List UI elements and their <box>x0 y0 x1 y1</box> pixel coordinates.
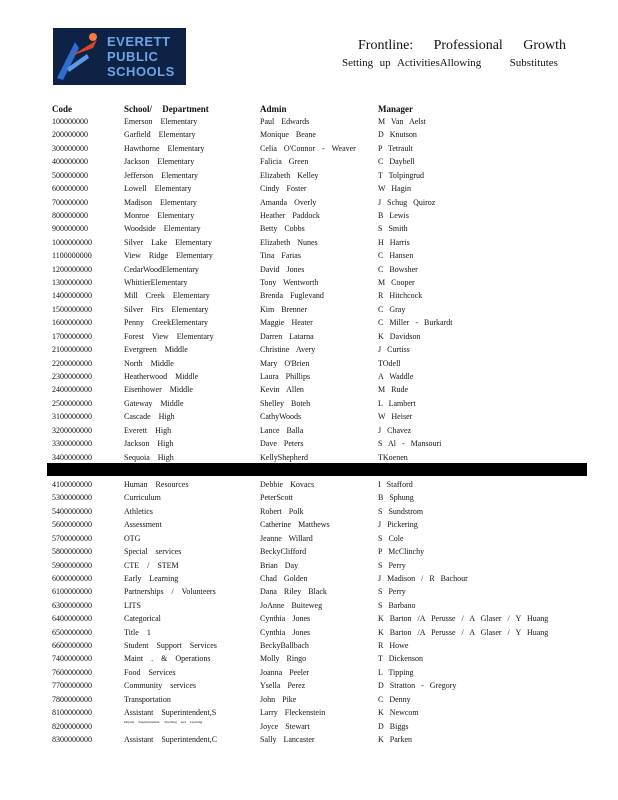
admin-cell: Mary O'Brien <box>260 358 310 368</box>
school-cell: CedarWoodElementary <box>124 264 199 274</box>
manager-cell: B Sphung <box>378 493 414 503</box>
manager-cell: K Barton /A Perusse / A Glaser / Y Huang <box>378 627 549 637</box>
table-row <box>0 370 618 383</box>
admin-cell: Sally Lancaster <box>260 734 315 744</box>
code-cell: 2200000000 <box>52 358 92 368</box>
school-cell: Transportation <box>124 694 171 704</box>
table-row <box>0 410 618 423</box>
admin-cell: PeterScott <box>260 493 293 503</box>
code-cell: 1600000000 <box>52 318 92 328</box>
school-cell: Garfield Elementary <box>124 130 196 140</box>
manager-cell: TOdell <box>378 358 401 368</box>
title-word: Professional <box>433 38 503 53</box>
table-row <box>0 196 618 209</box>
school-cell: Forest View Elementary <box>124 331 214 341</box>
admin-cell: Dana Riley Black <box>260 587 327 597</box>
table-row <box>0 128 618 141</box>
school-cell: Heatherwood Middle <box>124 371 199 381</box>
manager-cell: L Lambert <box>378 398 416 408</box>
manager-cell: R Hitchcock <box>378 291 423 301</box>
manager-cell: L Tipping <box>378 667 414 677</box>
table-row <box>0 424 618 437</box>
school-cell: Silver Firs Elementary <box>124 304 209 314</box>
school-cell: Silver Lake Elementary <box>124 237 212 247</box>
manager-cell: C Gray <box>378 304 406 314</box>
code-cell: 1700000000 <box>52 331 92 341</box>
table-row <box>0 330 618 343</box>
school-cell: North Middle <box>124 358 174 368</box>
table-row <box>0 572 618 585</box>
table-row <box>0 236 618 249</box>
admin-cell: Ysella Perez <box>260 681 306 691</box>
school-cell: Hawthorne Elementary <box>124 143 205 153</box>
admin-cell: Kevin Allen <box>260 385 304 395</box>
table-row <box>0 639 618 652</box>
code-cell: 3300000000 <box>52 439 92 449</box>
table-row <box>0 599 618 612</box>
admin-cell: Cindy Foster <box>260 184 307 194</box>
manager-cell: C Bowsher <box>378 264 418 274</box>
school-cell: Sequoia High <box>124 452 174 462</box>
admin-cell: Jeanne Willard <box>260 533 313 543</box>
admin-cell: Joyce Stewart <box>260 721 310 731</box>
table-row <box>0 316 618 329</box>
page-subtitle <box>342 57 558 69</box>
manager-cell: J Madison / R Bachour <box>378 573 468 583</box>
title-word: Frontline: <box>358 38 414 53</box>
table-row <box>0 585 618 598</box>
table-row <box>0 169 618 182</box>
admin-cell: Robert Polk <box>260 506 304 516</box>
school-cell: Partnerships / Volunteers <box>124 587 216 597</box>
manager-cell: S Al - Mansouri <box>378 439 442 449</box>
table-row <box>0 303 618 316</box>
school-cell: Everett High <box>124 425 172 435</box>
admin-cell: Chad Golden <box>260 573 308 583</box>
manager-cell: S Smith <box>378 224 408 234</box>
code-cell: 700000000 <box>52 197 88 207</box>
subtitle-word: Substitutes <box>509 57 558 69</box>
title-word: Growth <box>523 38 566 53</box>
school-cell: Maint . & Operations <box>124 654 211 664</box>
code-cell: 5400000000 <box>52 506 92 516</box>
school-cell: Assistant Superintendent,C <box>124 734 218 744</box>
code-cell: 200000000 <box>52 130 88 140</box>
admin-cell: Amanda Overly <box>260 197 317 207</box>
manager-cell: W Heiser <box>378 412 413 422</box>
school-cell: Special services <box>124 547 182 557</box>
code-cell: 5300000000 <box>52 493 92 503</box>
code-cell: 7600000000 <box>52 667 92 677</box>
table-row <box>0 451 618 464</box>
manager-cell: T Dickenson <box>378 654 423 664</box>
code-cell: 2100000000 <box>52 345 92 355</box>
school-cell: Madison Elementary <box>124 197 197 207</box>
admin-cell: Cynthia Jones <box>260 627 311 637</box>
table-row <box>0 706 618 719</box>
admin-cell: Laura Phillips <box>260 371 311 381</box>
code-cell: 8300000000 <box>52 734 92 744</box>
table-row <box>0 155 618 168</box>
school-cell: Early Learning <box>124 573 179 583</box>
header-school: School/ Department <box>124 104 209 114</box>
logo-text-line3: SCHOOLS <box>107 64 175 79</box>
admin-cell: Betty Cobbs <box>260 224 305 234</box>
manager-cell: D Stratton - Gregory <box>378 681 457 691</box>
manager-cell: K Parken <box>378 734 412 744</box>
manager-cell: A Waddle <box>378 371 414 381</box>
runner-emblem-icon <box>53 28 109 85</box>
admin-cell: Brian Day <box>260 560 299 570</box>
school-cell: Assistant Superintendent,S <box>124 708 217 718</box>
school-cell: Mill Creek Elementary <box>124 291 210 301</box>
header-manager: Manager <box>378 104 413 114</box>
code-cell: 6000000000 <box>52 573 92 583</box>
admin-cell: Paul Edwards <box>260 117 310 126</box>
school-cell: WhittierElementary <box>124 278 188 288</box>
manager-cell: C Miller - Burkardt <box>378 318 453 328</box>
table-row <box>0 397 618 410</box>
table-row <box>0 263 618 276</box>
code-cell: 2400000000 <box>52 385 92 395</box>
admin-cell: Tina Farias <box>260 251 301 261</box>
table-row <box>0 666 618 679</box>
code-cell: 3100000000 <box>52 412 92 422</box>
manager-cell: W Hagin <box>378 184 411 194</box>
manager-cell: M Rude <box>378 385 408 395</box>
manager-cell: I Stafford <box>378 480 413 489</box>
code-cell: 900000000 <box>52 224 88 234</box>
school-cell: Jackson High <box>124 439 174 449</box>
admin-cell: Shelley Boteh <box>260 398 311 408</box>
admin-cell: David Jones <box>260 264 305 274</box>
table-row <box>0 357 618 370</box>
school-cell: Jackson Elementary <box>124 157 195 167</box>
table-row <box>0 478 618 491</box>
school-cell: Title 1 <box>124 627 151 637</box>
code-cell: 2300000000 <box>52 371 92 381</box>
header-admin: Admin <box>260 104 287 114</box>
code-cell: 8200000000 <box>52 721 92 731</box>
code-cell: 1500000000 <box>52 304 92 314</box>
manager-cell: J Curtiss <box>378 345 410 355</box>
logo-text-line2: PUBLIC <box>107 49 159 64</box>
code-cell: 2500000000 <box>52 398 92 408</box>
school-cell: CTE / STEM <box>124 560 179 570</box>
code-cell: 5800000000 <box>52 547 92 557</box>
table-row <box>0 626 618 639</box>
code-cell: 4100000000 <box>52 480 92 489</box>
school-cell: Eisenhower Middle <box>124 385 193 395</box>
manager-cell: P McClinchy <box>378 547 425 557</box>
admin-cell: Brenda Fuglevand <box>260 291 324 301</box>
school-cell: Categorical <box>124 614 161 624</box>
manager-cell: D Knutson <box>378 130 417 140</box>
admin-cell: KellyShepherd <box>260 452 308 462</box>
admin-cell: JoAnne Buiteweg <box>260 600 323 610</box>
school-cell: LITS <box>124 600 141 610</box>
admin-cell: BeckyClifford <box>260 547 307 557</box>
manager-cell: M Cooper <box>378 278 415 288</box>
code-cell: 5900000000 <box>52 560 92 570</box>
table-row <box>0 115 618 128</box>
manager-cell: J Pickering <box>378 520 418 530</box>
table-row <box>0 559 618 572</box>
school-cell: Food Services <box>124 667 176 677</box>
school-cell: Woodside Elementary <box>124 224 201 234</box>
admin-cell: Elizabeth Kelley <box>260 170 319 180</box>
code-cell: 1100000000 <box>52 251 92 261</box>
manager-cell: B Lewis <box>378 210 409 220</box>
manager-cell: R Howe <box>378 641 409 651</box>
logo-text-line1: EVERETT <box>107 34 171 49</box>
code-cell: 600000000 <box>52 184 88 194</box>
table-row <box>0 532 618 545</box>
admin-cell: Larry Fleckenstein <box>260 708 326 718</box>
school-cell: Evergreen Middle <box>124 345 188 355</box>
table-row <box>0 545 618 558</box>
subtitle-word: Setting <box>342 57 374 69</box>
admin-cell: Maggie Heater <box>260 318 313 328</box>
table-row <box>0 289 618 302</box>
page-title <box>358 38 566 54</box>
school-cell: Lowell Elementary <box>124 184 192 194</box>
manager-cell: S Cole <box>378 533 404 543</box>
code-cell: 3200000000 <box>52 425 92 435</box>
code-cell: 100000000 <box>52 117 88 126</box>
admin-cell: Christine Avery <box>260 345 316 355</box>
code-cell: 300000000 <box>52 143 88 153</box>
admin-cell: Celia O'Connor - Weaver <box>260 143 356 153</box>
table-row <box>0 437 618 450</box>
school-cell: Human Resources <box>124 480 189 489</box>
manager-cell: T Tolpingrud <box>378 170 425 180</box>
admin-cell: Elizabeth Nunes <box>260 237 318 247</box>
school-cell: Cascade High <box>124 412 175 422</box>
code-cell: 1400000000 <box>52 291 92 301</box>
admin-cell: Tony Wentworth <box>260 278 319 288</box>
school-cell: Curriculum <box>124 493 161 503</box>
manager-cell: P Tetrault <box>378 143 413 153</box>
admin-cell: Catherine Matthews <box>260 520 330 530</box>
admin-cell: Kim Brenner <box>260 304 307 314</box>
manager-cell: C Denny <box>378 694 411 704</box>
admin-cell: BeckyBallbach <box>260 641 309 651</box>
manager-cell: H Harris <box>378 237 410 247</box>
manager-cell: S Perry <box>378 560 406 570</box>
code-cell: 6400000000 <box>52 614 92 624</box>
school-cell: View Ridge Elementary <box>124 251 213 261</box>
admin-cell: Cynthia Jones <box>260 614 311 624</box>
code-cell: 8100000000 <box>52 708 92 718</box>
school-cell: Athletics <box>124 506 153 516</box>
code-cell: 6300000000 <box>52 600 92 610</box>
table-row <box>0 720 618 733</box>
table-row <box>0 276 618 289</box>
admin-cell: Darren Latarna <box>260 331 314 341</box>
table-row <box>0 733 618 746</box>
admin-cell: Lance Balla <box>260 425 304 435</box>
everett-public-schools-logo <box>53 28 186 85</box>
code-cell: 7400000000 <box>52 654 92 664</box>
table-row <box>0 209 618 222</box>
admin-cell: Molly Ringo <box>260 654 307 664</box>
school-cell: Emerson Elementary <box>124 117 198 126</box>
table-row <box>0 652 618 665</box>
code-cell: 400000000 <box>52 157 88 167</box>
section-divider-bar <box>47 463 587 476</box>
manager-cell: S Barbano <box>378 600 416 610</box>
school-cell: Gateway Middle <box>124 398 184 408</box>
table-row <box>0 383 618 396</box>
admin-cell: Monique Beane <box>260 130 316 140</box>
manager-cell: C Hansen <box>378 251 414 261</box>
admin-cell: Falicia Green <box>260 157 309 167</box>
manager-cell: J Chavez <box>378 425 412 435</box>
table-row <box>0 679 618 692</box>
table-row <box>0 612 618 625</box>
admin-cell: Debbie Kovacs <box>260 480 315 489</box>
table-row <box>0 249 618 262</box>
code-cell: 1000000000 <box>52 237 92 247</box>
admin-cell: Heather Paddock <box>260 210 320 220</box>
table-row <box>0 222 618 235</box>
code-cell: 500000000 <box>52 170 88 180</box>
code-cell: 5700000000 <box>52 533 92 543</box>
code-cell: 3400000000 <box>52 452 92 462</box>
code-cell: 5600000000 <box>52 520 92 530</box>
school-cell: OTG <box>124 533 141 543</box>
code-cell: 7700000000 <box>52 681 92 691</box>
admin-cell: John Pike <box>260 694 297 704</box>
table-row <box>0 142 618 155</box>
table-row <box>0 693 618 706</box>
manager-cell: D Biggs <box>378 721 409 731</box>
code-cell: 1200000000 <box>52 264 92 274</box>
code-cell: 800000000 <box>52 210 88 220</box>
code-cell: 7800000000 <box>52 694 92 704</box>
school-cell: Jefferson Elementary <box>124 170 199 180</box>
manager-cell: K Barton /A Perusse / A Glaser / Y Huang <box>378 614 549 624</box>
manager-cell: K Newcom <box>378 708 419 718</box>
header-code: Code <box>52 104 72 114</box>
code-cell: 6100000000 <box>52 587 92 597</box>
table-row <box>0 505 618 518</box>
school-cell: Penny CreekElementary <box>124 318 208 328</box>
manager-cell: S Perry <box>378 587 406 597</box>
school-cell: Assessment <box>124 520 162 530</box>
code-cell: 1300000000 <box>52 278 92 288</box>
table-row <box>0 518 618 531</box>
manager-cell: K Davidson <box>378 331 421 341</box>
manager-cell: J Schug Quiroz <box>378 197 436 207</box>
school-cell: Student Support Services <box>124 641 217 651</box>
subtitle-word: up <box>379 57 391 69</box>
admin-cell: CathyWoods <box>260 412 302 422</box>
school-cell: Deputy Superintendent, Teaching and Learning <box>124 719 203 724</box>
table-row <box>0 343 618 356</box>
admin-cell: Dave Peters <box>260 439 304 449</box>
manager-cell: M Van Aelst <box>378 117 426 126</box>
school-cell: Monroe Elementary <box>124 210 195 220</box>
subtitle-word: ActivitiesAllowing <box>396 57 482 69</box>
manager-cell: TKoenen <box>378 452 408 462</box>
table-row <box>0 491 618 504</box>
table-row <box>0 182 618 195</box>
code-cell: 6500000000 <box>52 627 92 637</box>
manager-cell: C Daybell <box>378 157 415 167</box>
admin-cell: Joanna Peeler <box>260 667 310 677</box>
manager-cell: S Sundstrom <box>378 506 424 516</box>
school-cell: Community services <box>124 681 196 691</box>
code-cell: 6600000000 <box>52 641 92 651</box>
